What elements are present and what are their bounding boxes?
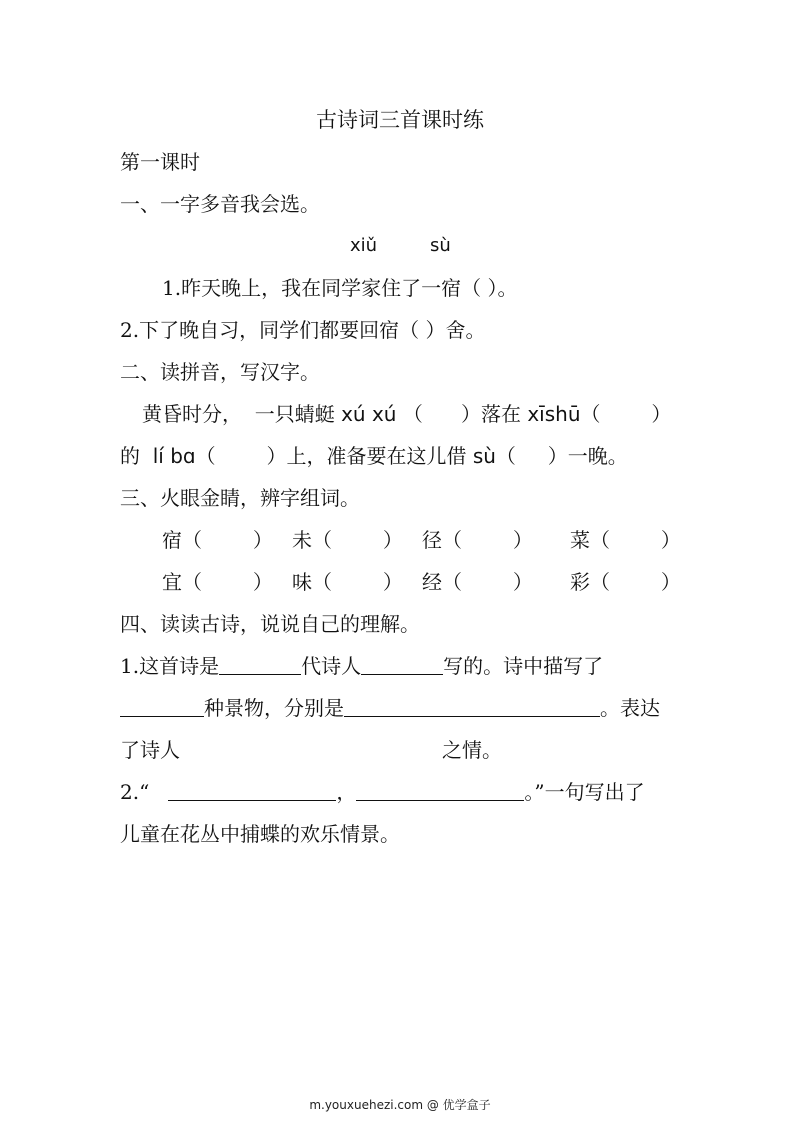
text-segment: 1.这首诗是: [120, 654, 220, 678]
section-4-question-1-line-1: [120, 652, 603, 680]
section-1-question-2: 2.下了晚自习，同学们都要回宿（ ）舍。: [120, 318, 486, 342]
section-4-question-1-ending: 之情。: [442, 738, 502, 762]
page-title: 古诗词三首课时练: [316, 108, 484, 132]
pinyin-option-xiu: xiǔ: [350, 235, 378, 256]
text-segment: 。表达: [600, 696, 660, 720]
answer-blank[interactable]: [219, 654, 301, 675]
section-2-heading: 二、读拼音，写汉字。: [120, 360, 320, 384]
blank-segment: （ ）: [580, 402, 672, 426]
pinyin-su: sù: [472, 444, 496, 468]
word-group-item: 宜（ ）: [162, 570, 273, 594]
section-2-line-2: [120, 442, 628, 470]
section-4-question-2-line-2: 儿童在花丛中捕蝶的欢乐情景。: [120, 822, 400, 846]
word-group-item: 径（ ）: [422, 528, 533, 552]
text-segment: 写的。诗中描写了: [443, 654, 604, 678]
word-group-item: 菜（ ）: [570, 528, 681, 552]
pinyin-option-su: sù: [430, 235, 451, 256]
lesson-label: 第一课时: [120, 150, 200, 174]
text-segment: 的: [120, 444, 140, 468]
blank-segment: （ ）上，准备要在这儿借: [195, 444, 467, 468]
text-segment: 2.“: [120, 780, 150, 804]
text-segment: ，: [336, 780, 357, 804]
word-group-item: 经（ ）: [422, 570, 533, 594]
section-2-line-1: [142, 400, 671, 428]
answer-blank[interactable]: [361, 654, 443, 675]
pinyin-liba: lí bɑ: [152, 444, 196, 468]
section-1-heading: 一、一字多音我会选。: [120, 192, 320, 216]
text-segment: 种景物，分别是: [204, 696, 344, 720]
answer-blank[interactable]: [120, 696, 204, 717]
text-segment: 。”一句写出了: [524, 780, 645, 804]
text-segment: 代诗人: [301, 654, 362, 678]
word-group-item: 宿（ ）: [162, 528, 273, 552]
answer-blank[interactable]: [344, 696, 600, 717]
answer-blank[interactable]: [356, 780, 524, 801]
pinyin-xuxu: xú xú: [341, 402, 397, 426]
section-4-heading: 四、读读古诗，说说自己的理解。: [120, 612, 420, 636]
answer-blank[interactable]: [168, 780, 336, 801]
word-group-item: 未（ ）: [292, 528, 403, 552]
blank-segment: （ ）落在: [402, 402, 521, 426]
footer-watermark: m.youxuehezi.com @ 优学盒子: [309, 1098, 491, 1112]
pinyin-xishu: xīshū: [527, 402, 581, 426]
section-4-question-1-line-3: 了诗人: [120, 738, 180, 762]
section-4-question-1-line-2: [120, 694, 660, 722]
section-3-heading: 三、火眼金睛，辨字组词。: [120, 486, 360, 510]
blank-segment: （ ）一晚。: [495, 444, 628, 468]
section-1-question-1: 1.昨天晚上，我在同学家住了一宿（ ）。: [162, 276, 518, 300]
word-group-item: 彩（ ）: [570, 570, 681, 594]
section-4-question-2-line-1: [120, 778, 645, 806]
text-segment: 黄昏时分， 一只蜻蜓: [142, 402, 335, 426]
word-group-item: 味（ ）: [292, 570, 403, 594]
